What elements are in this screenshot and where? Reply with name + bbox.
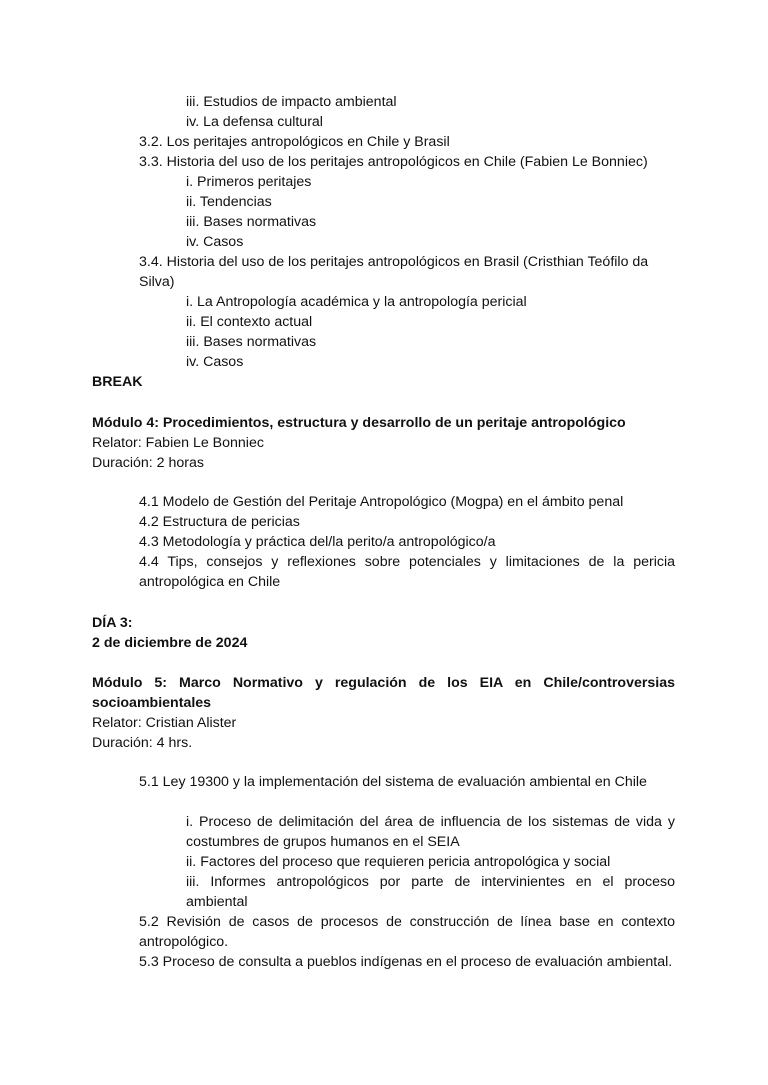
break-label: BREAK (92, 374, 143, 390)
list-item: 5.3 Proceso de consulta a pueblos indígenas en el proceso de evaluación ambiental. (139, 954, 673, 970)
list-item: ii. Factores del proceso que requieren pericia antropológica y social (186, 854, 611, 870)
list-item: iv. Casos (186, 234, 244, 250)
list-item: 3.2. Los peritajes antropológicos en Chile y Brasil (139, 134, 450, 150)
list-item: 3.3. Historia del uso de los peritajes antropológicos en Chile (Fabien Le Bonniec) (139, 154, 648, 170)
list-item: i. La Antropología académica y la antropología pericial (186, 294, 527, 310)
list-item: iv. Casos (186, 354, 244, 370)
day-label: DÍA 3: (92, 615, 133, 631)
list-item: 3.4. Historia del uso de los peritajes antropológicos en Brasil (Cristhian Teófilo da (139, 254, 649, 270)
day-date: 2 de diciembre de 2024 (92, 635, 248, 651)
module5-duration: Duración: 4 hrs. (92, 735, 193, 751)
list-item: ii. Tendencias (186, 194, 272, 210)
list-item: i. Primeros peritajes (186, 174, 312, 190)
module4-title: Módulo 4: Procedimientos, estructura y desarrollo de un peritaje antropológico (92, 415, 626, 431)
list-item: iii. Estudios de impacto ambiental (186, 94, 397, 110)
list-item: 5.1 Ley 19300 y la implementación del sistema de evaluación ambiental en Chile (139, 774, 647, 790)
list-item-continuation: Silva) (139, 274, 175, 290)
list-item: 4.1 Modelo de Gestión del Peritaje Antropológico (Mogpa) en el ámbito penal (139, 494, 624, 510)
list-item: 5.2 Revisión de casos de procesos de construcción de línea base en contexto antropológico. (139, 914, 675, 950)
module4-relator: Relator: Fabien Le Bonniec (92, 435, 264, 451)
module5-relator: Relator: Cristian Alister (92, 715, 237, 731)
module5-title: Módulo 5: Marco Normativo y regulación de los EIA en Chile/controversias socioambientales (92, 675, 675, 711)
list-item: iii. Bases normativas (186, 214, 317, 230)
list-item: i. Proceso de delimitación del área de influencia de los sistemas de vida y costumbres de grupos humanos en el SEIA (186, 814, 675, 850)
list-item: 4.3 Metodología y práctica del/la perito/a antropológico/a (139, 534, 496, 550)
list-item: iv. La defensa cultural (186, 114, 323, 130)
list-item: iii. Bases normativas (186, 334, 317, 350)
module4-duration: Duración: 2 horas (92, 455, 204, 471)
list-item: 4.2 Estructura de pericias (139, 514, 300, 530)
list-item: ii. El contexto actual (186, 314, 313, 330)
list-item: 4.4 Tips, consejos y reflexiones sobre potenciales y limitaciones de la pericia antropológica en Chile (139, 554, 675, 590)
list-item: iii. Informes antropológicos por parte de intervinientes en el proceso ambiental (186, 874, 675, 910)
